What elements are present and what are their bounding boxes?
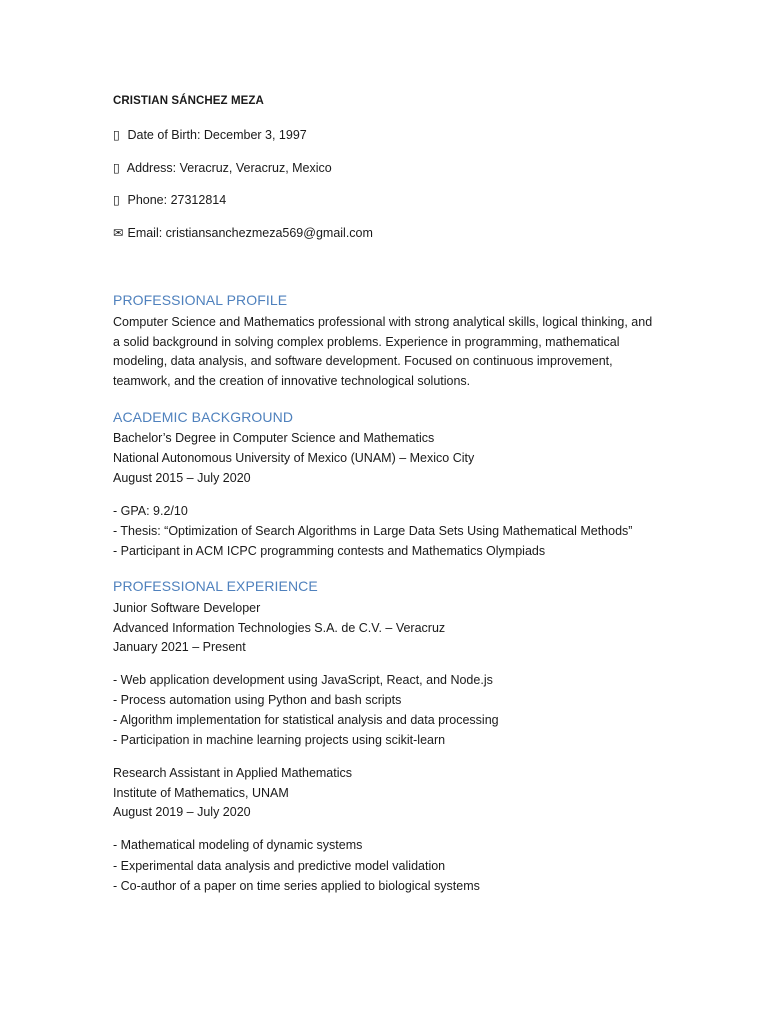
job-company: Institute of Mathematics, UNAM	[113, 786, 289, 800]
contact-phone-text: Phone: 27312814	[127, 193, 227, 207]
job-bullet: - Web application development using JavaScript, React, and Node.js	[113, 673, 493, 687]
contact-phone	[113, 192, 226, 207]
job-bullet: - Co-author of a paper on time series applied to biological systems	[113, 879, 480, 893]
job-bullet: - Participation in machine learning projects using scikit-learn	[113, 733, 446, 747]
contact-email	[113, 225, 373, 240]
job-bullet: - Mathematical modeling of dynamic systems	[113, 838, 363, 852]
contact-birthdate	[113, 127, 307, 142]
job-title: Junior Software Developer	[113, 601, 261, 615]
contact-address-text: Address: Veracruz, Veracruz, Mexico	[126, 161, 332, 175]
missing-glyph-icon: ▯	[113, 128, 120, 142]
candidate-name: CRISTIAN SÁNCHEZ MEZA	[113, 95, 264, 107]
academic-bullet: - Thesis: “Optimization of Search Algorithms in Large Data Sets Using Mathematical Methods”	[113, 524, 633, 538]
job-dates: January 2021 – Present	[113, 640, 246, 654]
section-heading-profile: PROFESSIONAL PROFILE	[113, 292, 288, 308]
missing-glyph-icon: ▯	[113, 161, 120, 175]
job-title: Research Assistant in Applied Mathematics	[113, 766, 353, 780]
missing-glyph-icon: ▯	[113, 193, 120, 207]
envelope-icon: ✉	[113, 226, 124, 240]
contact-address	[113, 160, 332, 175]
job-bullet: - Process automation using Python and bash scripts	[113, 693, 402, 707]
contact-birthdate-text: Date of Birth: December 3, 1997	[127, 128, 307, 142]
job-dates: August 2019 – July 2020	[113, 805, 251, 819]
academic-bullet: - Participant in ACM ICPC programming contests and Mathematics Olympiads	[113, 544, 546, 558]
section-heading-experience: PROFESSIONAL EXPERIENCE	[113, 578, 318, 594]
profile-paragraph: Computer Science and Mathematics professional with strong analytical skills, logical thinking, and a solid background in solving complex problems. Experience in programming, mathematical modeling, data analysis, and software development. Focused on continuous improvement, teamwork, and the creation of innovative technological solutions.	[113, 315, 653, 389]
section-heading-academic: ACADEMIC BACKGROUND	[113, 409, 294, 425]
job-company: Advanced Information Technologies S.A. de C.V. – Veracruz	[113, 621, 446, 635]
academic-institution: National Autonomous University of Mexico (UNAM) – Mexico City	[113, 451, 475, 465]
job-bullet: - Experimental data analysis and predictive model validation	[113, 859, 446, 873]
contact-email-text: Email: cristiansanchezmeza569@gmail.com	[127, 226, 373, 240]
academic-dates: August 2015 – July 2020	[113, 471, 251, 485]
academic-bullet: - GPA: 9.2/10	[113, 504, 188, 518]
academic-degree: Bachelor’s Degree in Computer Science and Mathematics	[113, 431, 435, 445]
job-bullet: - Algorithm implementation for statistical analysis and data processing	[113, 713, 499, 727]
